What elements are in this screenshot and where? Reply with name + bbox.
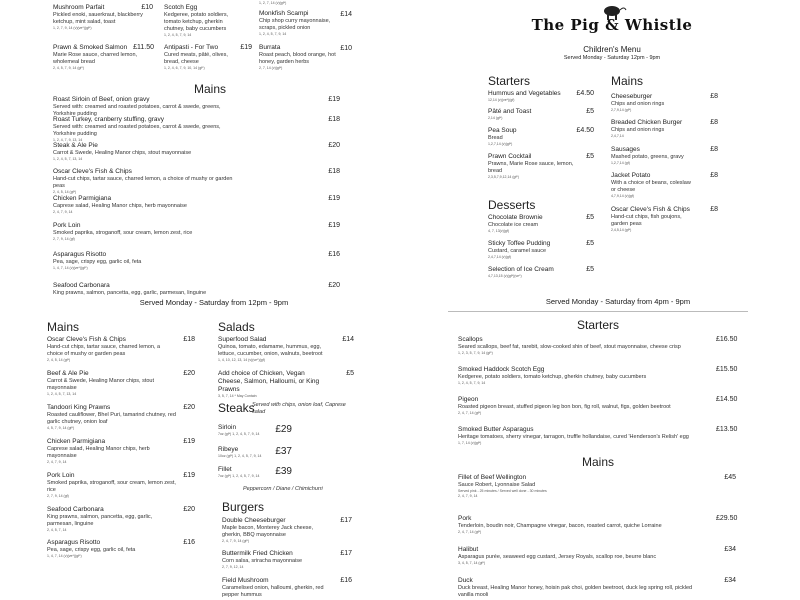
- item-name: Roast Sirloin of Beef, onion gravy: [53, 96, 150, 103]
- item-price: £8: [710, 172, 718, 179]
- item-desc: With a choice of beans, coleslaw or cheese: [611, 180, 691, 193]
- item-price: £20: [183, 404, 195, 411]
- item-allergens: 2, 4, 7, 14 (gf*): [458, 530, 482, 534]
- item-allergens: 7oz (gf*) 1, 2, 4, 5, 7, 9, 14: [218, 432, 260, 436]
- menu-item: [488, 127, 578, 147]
- item-desc: Pea, sage, crispy egg, garlic oil, feta: [47, 547, 136, 553]
- bottom-mid-page: [216, 310, 356, 600]
- item-desc: Cured meats, pâté, olives, bread, cheese: [164, 52, 228, 65]
- menu-item: [458, 546, 698, 566]
- item-price: £20: [183, 506, 195, 513]
- item-name: Oscar Cleve's Fish & Chips: [53, 168, 132, 175]
- menu-item: [488, 266, 578, 279]
- menu-item: [53, 222, 233, 242]
- item-desc: Carrot & Swede, Healing Manor chips, stout mayonnaise: [47, 378, 154, 391]
- item-allergens: 2, 4, 7, 9, 14: [53, 210, 73, 214]
- item-allergens: 2, 4, 5, 14 (gf*): [47, 358, 71, 362]
- item-allergens: 2,4,7,14 (v)(gf): [488, 255, 511, 259]
- item-name: Beef & Ale Pie: [47, 370, 89, 377]
- served-footer: Served Monday - Saturday from 12pm - 9pm: [139, 298, 289, 307]
- item-desc: Pea, sage, crispy egg, garlic oil, feta: [53, 259, 142, 265]
- menu-item: [218, 336, 328, 363]
- salads-title: Salads: [218, 320, 255, 334]
- item-allergens: 1, 4, 10, 12, 13, 14 (v)(ve*)(gf): [218, 358, 265, 362]
- menu-item: [47, 370, 177, 397]
- item-desc: Smoked paprika, stroganoff, sour cream, lemon zest, rice: [47, 480, 176, 493]
- item-name: Asparagus Risotto: [47, 539, 101, 546]
- item-allergens: 2, 4, 5, 14 (gf*): [53, 190, 77, 194]
- item-name: Chicken Parmigiana: [47, 438, 106, 445]
- item-allergens: 2, 4, 7, 9, 14: [458, 493, 478, 498]
- menu-item: [53, 195, 233, 215]
- menu-item: [611, 146, 695, 166]
- menu-item: [458, 515, 698, 535]
- item-price: £45: [724, 474, 736, 481]
- divider: [448, 311, 748, 312]
- item-allergens: 1, 7, 14 (v)(gf*): [458, 441, 482, 445]
- item-price: £19: [240, 44, 252, 51]
- item-name: Pork Loin: [53, 222, 81, 229]
- item-allergens: 2, 4, 7, 14 (gf*): [458, 411, 482, 415]
- item-desc: Roast peach, blood orange, hot honey, garden herbs: [259, 52, 336, 65]
- menu-item: [47, 404, 177, 431]
- item-name: Fillet: [218, 466, 232, 473]
- item-price: £17: [340, 517, 352, 524]
- item-desc: Caramelised onion, halloumi, gherkin, red pepper hummus: [222, 585, 324, 598]
- menu-item: [53, 251, 233, 271]
- kids-subtitle: Served Monday - Saturday 12pm - 9pm: [563, 55, 661, 61]
- menu-item: [458, 396, 698, 416]
- menu-item: [47, 472, 177, 499]
- menu-item: [611, 172, 695, 199]
- kids-starters-title: Starters: [488, 74, 531, 88]
- brand-name: The Pig & Whistle: [531, 16, 693, 34]
- kids-title: Children's Menu: [583, 45, 641, 54]
- item-allergens: 4, 7, 13(v)(gf): [488, 229, 510, 233]
- item-desc: Asparagus purée, seaweed egg custard, Jersey Royals, scallop roe, beurre blanc: [458, 554, 657, 560]
- item-name: Pâté and Toast: [488, 108, 532, 115]
- item-name: Steak & Ale Pie: [53, 142, 98, 149]
- menu-item: [222, 517, 332, 544]
- item-desc: Mashed potato, greens, gravy: [611, 154, 684, 160]
- item-allergens: 4, 5, 7, 9, 14 (gf*): [47, 426, 75, 430]
- item-price: £8: [710, 119, 718, 126]
- item-name: Chicken Parmigiana: [53, 195, 112, 202]
- menu-item: [488, 90, 578, 103]
- item-allergens: 2,14 (gf*): [488, 116, 503, 120]
- item-price: £34: [724, 577, 736, 584]
- item-desc: Pickled enoki, sauerkraut, blackberry ketchup, mint salad, toast: [53, 12, 143, 25]
- item-name: Ribeye: [218, 446, 239, 453]
- item-name: Jacket Potato: [611, 172, 651, 179]
- menu-item: [47, 438, 177, 465]
- menu-item: [53, 142, 233, 162]
- item-name: Superfood Salad: [218, 336, 267, 343]
- item-desc: Hand-cut chips, tartar sauce, charred lemon, a choice of mushy or garden peas: [53, 176, 233, 189]
- item-name: Monkfish Scampi: [259, 10, 309, 17]
- item-name: Seafood Carbonara: [53, 282, 110, 289]
- menu-item: [458, 336, 698, 356]
- steaks-title: Steaks: [218, 401, 255, 415]
- item-name: Burrata: [259, 44, 281, 51]
- item-desc: Tenderloin, boudin noir, Champagne vinegar, bacon, roasted carrot, quiche Lorraine: [458, 523, 662, 529]
- item-name: Hummus and Vegetables: [488, 90, 561, 97]
- item-allergens: 2,4,7,14: [611, 134, 624, 138]
- item-allergens: 3, 4, 5, 7, 14 (gf*): [458, 561, 486, 565]
- item-name: Prawn & Smoked Salmon: [53, 44, 128, 51]
- item-price: £10: [141, 4, 153, 11]
- item-price: £14: [342, 336, 354, 343]
- item-allergens: 1, 2, 4, 5, 7, 13, 14: [53, 157, 83, 161]
- item-allergens: 2, 7, 14 (v)(gf*): [259, 66, 283, 70]
- item-desc: Heritage tomatoes, sherry vinegar, tarragon, truffle hollandaise, cured 'Henderson's Relish' egg: [458, 434, 689, 440]
- menu-item: [222, 577, 332, 599]
- item-name: Add choice of Chicken, Vegan Cheese, Salmon, Halloumi, or King Prawns: [218, 370, 320, 393]
- item-price: £29: [275, 424, 292, 435]
- item-price: £15.50: [716, 366, 738, 373]
- item-name: Buttermilk Fried Chicken: [222, 550, 293, 557]
- item-name: Asparagus Risotto: [53, 251, 107, 258]
- item-name: Field Mushroom: [222, 577, 269, 584]
- menu-item: [488, 240, 578, 260]
- item-desc: Quinoa, tomato, edamame, hummus, egg, lettuce, cucumber, onion, walnuts, beetroot: [218, 344, 323, 357]
- item-allergens: 7oz (gf*) 1, 2, 4, 5, 7, 9, 14: [218, 474, 260, 478]
- item-name: Breaded Chicken Burger: [611, 119, 683, 126]
- item-allergens: 10oz (gf*) 1, 2, 4, 5, 7, 9, 14: [218, 454, 262, 458]
- item-allergens: 2, 7, 9, 14 (gf): [53, 237, 75, 241]
- menu-item: [458, 577, 698, 599]
- item-price: £16: [328, 251, 340, 258]
- item-allergens: 1, 2, 4, 7, 9, 13, 14: [53, 138, 83, 142]
- item-desc: Hand-cut chips, tartar sauce, charred lemon, a choice of mushy or garden peas: [47, 344, 161, 357]
- item-desc: Served with: creamed and roasted potatoes, carrot & swede, greens, Yorkshire pudding: [53, 124, 221, 137]
- item-price: £14: [340, 11, 352, 18]
- menu-item: [488, 153, 578, 180]
- item-name: Smoked Butter Asparagus: [458, 426, 534, 433]
- bottom-right-page: [448, 296, 748, 600]
- item-name: Smoked Haddock Scotch Egg: [458, 366, 545, 373]
- item-price: £16: [340, 577, 352, 584]
- menu-item: [164, 4, 239, 38]
- item-name: Pork Loin: [47, 472, 75, 479]
- item-desc: Chip shop curry mayonnaise, scraps, pickled onion: [259, 18, 331, 31]
- menu-item: [53, 96, 233, 118]
- item-name: Double Cheeseburger: [222, 517, 286, 524]
- menu-item: [47, 539, 177, 559]
- kids-desserts-title: Desserts: [488, 198, 536, 212]
- item-allergens: 1, 2, 4, 5, 7, 13, 14: [47, 392, 77, 396]
- item-name: Pigeon: [458, 396, 479, 403]
- item-price: £8: [710, 146, 718, 153]
- item-price: £14.50: [716, 396, 738, 403]
- kids-mains-title: Mains: [611, 74, 644, 88]
- item-desc: Seared scallops, beef fat, rarebit, slow-cooked shin of beef, stout mayonnaise, cheese crisp: [458, 344, 681, 350]
- menu-item: [488, 108, 578, 121]
- item-name: Roast Turkey, cranberry stuffing, gravy: [53, 116, 165, 123]
- menu-item: [259, 44, 339, 71]
- item-desc: Custard, caramel sauce: [488, 248, 547, 254]
- item-price: £16.50: [716, 336, 738, 343]
- menu-item: [488, 214, 578, 234]
- item-note: Served pink - 25 minutes / Served well done - 30 minutes: [458, 489, 547, 493]
- item-name: Halibut: [458, 546, 479, 553]
- menu-item: [611, 206, 695, 233]
- item-allergens: 1, 4, 7, 14 (v)(ve*)(gf*): [53, 266, 88, 270]
- item-name: Antipasti - For Two: [164, 44, 219, 51]
- item-name: Seafood Carbonara: [47, 506, 104, 513]
- item-allergens: 1, 2, 4, 5, 7, 9, 14: [164, 33, 192, 37]
- item-price: £19: [183, 438, 195, 445]
- menu-item: [53, 282, 233, 297]
- item-desc: Caprese salad, Healing Manor chips, herb mayonnaise: [53, 203, 187, 209]
- bottom-left-page: [0, 310, 220, 600]
- item-allergens: 2,7,9,14 (gf*): [611, 108, 632, 112]
- burgers-title: Burgers: [222, 500, 265, 514]
- item-price: £5: [586, 266, 594, 273]
- item-name: Tandoori King Prawns: [47, 404, 111, 411]
- item-name: Duck: [458, 577, 473, 584]
- section-title-mains: Mains: [47, 320, 80, 334]
- item-desc: Hand-cut chips, fish goujons, garden peas: [611, 214, 682, 227]
- item-price: £5: [586, 108, 594, 115]
- item-price: £20: [328, 282, 340, 289]
- item-price: £4.50: [576, 127, 594, 134]
- menu-item: [47, 506, 177, 533]
- item-allergens: 4,7,13,15 (v)(gf*)(ve*): [488, 274, 522, 278]
- item-price: £16: [183, 539, 195, 546]
- item-name: Fillet of Beef Wellington: [458, 474, 527, 481]
- item-allergens: 2, 4, 5, 7, 14: [47, 528, 67, 532]
- item-name: Scallops: [458, 336, 483, 343]
- item-price: £5: [586, 214, 594, 221]
- sauce-options: Peppercorn / Diane / Chimichurri: [243, 486, 323, 492]
- item-price: £8: [710, 93, 718, 100]
- item-allergens: 2, 7, 9, 14 (gf): [47, 494, 69, 498]
- item-allergens: 3, 5, 7, 14 * May Contain: [218, 394, 257, 398]
- item-name: Mushroom Parfait: [53, 4, 105, 11]
- item-allergens: 12,14 (v)(ve*)(gf): [488, 98, 515, 102]
- menu-item: [458, 366, 698, 386]
- item-price: £18: [183, 336, 195, 343]
- item-price: £18: [328, 116, 340, 123]
- item-price: £39: [275, 466, 292, 477]
- item-desc: Kedgeree, potato soldiers, tomato ketchup, gherkin chutney, baby cucumbers: [458, 374, 647, 380]
- menu-item: [222, 550, 332, 570]
- item-price: £4.50: [576, 90, 594, 97]
- item-desc: Caprese salad, Healing Manor chips, herb mayonnaise: [47, 446, 150, 459]
- item-price: £19: [328, 195, 340, 202]
- item-price: £19: [328, 222, 340, 229]
- item-allergens: 1, 2, 7, 9, 14 (v)(ve*)(gf*): [53, 26, 92, 30]
- item-desc: Chips and onion rings: [611, 127, 665, 133]
- menu-item: [458, 426, 698, 446]
- item-price: £20: [183, 370, 195, 377]
- item-price: £13.50: [716, 426, 738, 433]
- item-name: Pork: [458, 515, 472, 522]
- item-price: £5: [346, 370, 354, 377]
- item-allergens: 4,7,9,14 (v)(gf): [611, 194, 634, 198]
- item-allergens: 1, 4, 7, 14 (v)(ve*)(gf*): [47, 554, 82, 558]
- menu-item: [53, 168, 233, 195]
- item-price: £20: [328, 142, 340, 149]
- item-allergens: 1, 2, 4, 5, 7, 9, 14: [259, 32, 287, 36]
- item-desc: Marie Rose sauce, charred lemon, wholemeal bread: [53, 52, 138, 65]
- item-price: £19: [328, 96, 340, 103]
- item-name: Sticky Toffee Pudding: [488, 240, 551, 247]
- item-price: £5: [586, 240, 594, 247]
- item-name: Selection of Ice Cream: [488, 266, 554, 273]
- item-allergens: 2,4,5,14 (gf*): [611, 228, 632, 232]
- item-allergens: 2,3,5,7,9,12,14 (gf*): [488, 175, 519, 179]
- item-name: Cheeseburger: [611, 93, 653, 100]
- section-title-mains: Mains: [193, 82, 226, 96]
- item-name: Sirloin: [218, 424, 237, 431]
- item-desc: Sauce Robert, Lyonnaise Salad: [458, 482, 536, 488]
- mains-title: Mains: [581, 455, 614, 469]
- item-price: £5: [586, 153, 594, 160]
- item-desc: Prawns, Marie Rose sauce, lemon, bread: [488, 161, 574, 174]
- item-name: Prawn Cocktail: [488, 153, 532, 160]
- kids-menu-page: [478, 0, 740, 308]
- item-allergens: 2, 7, 9, 12, 14: [222, 565, 244, 569]
- item-desc: Duck breast, Healing Manor honey, hoisin pak choi, golden beetroot, duck leg spring roll, pickled vanilla mooli: [458, 585, 693, 598]
- item-desc: King prawns, salmon, pancetta, egg, garlic, parmesan, linguine: [53, 290, 207, 296]
- item-allergens: 1, 2, 4, 6, 7, 9, 10, 14 (gf*): [164, 66, 205, 70]
- steaks-note: Served with chips, onion loaf, Caprese salad: [252, 402, 346, 415]
- item-desc: Served with: creamed and roasted potatoes, carrot & swede, greens, Yorkshire pudding: [53, 104, 221, 117]
- item-name: Pea Soup: [488, 127, 517, 134]
- item-price: £34: [724, 546, 736, 553]
- item-name: Oscar Cleve's Fish & Chips: [611, 206, 690, 213]
- item-desc: Bread: [488, 135, 503, 141]
- menu-item: [47, 336, 177, 363]
- item-price: £18: [328, 168, 340, 175]
- item-price: £8: [710, 206, 718, 213]
- item-price: £17: [340, 550, 352, 557]
- item-desc: Maple bacon, Monterey Jack cheese, gherkin, BBQ mayonnaise: [222, 525, 314, 538]
- item-allergens: 2, 4, 7, 9, 14 (gf*): [222, 539, 250, 543]
- menu-item: [218, 370, 328, 399]
- menu-item: [164, 44, 239, 71]
- item-desc: Chips and onion rings: [611, 101, 665, 107]
- item-allergens: 1, 2, 7, 14 (v)(gf*): [259, 1, 287, 5]
- menu-item: [53, 116, 233, 143]
- served-header: Served Monday - Saturday from 4pm - 9pm: [545, 297, 691, 306]
- item-name: Chocolate Brownie: [488, 214, 543, 221]
- item-allergens: 1, 2, 3, 5, 7, 9, 14 (gf*): [458, 351, 493, 355]
- item-allergens: 1, 2, 4, 5, 7, 9, 14: [458, 381, 486, 385]
- item-allergens: 1,2,7,14 (gf): [611, 161, 630, 165]
- item-desc: Roasted cauliflower, Bhel Puri, tamarind chutney, red garlic chutney, onion loaf: [47, 412, 176, 425]
- item-allergens: 2, 4, 5, 7, 9, 14 (gf*): [53, 66, 84, 70]
- item-price: £29.50: [716, 515, 738, 522]
- item-price: £10: [340, 45, 352, 52]
- item-desc: King prawns, salmon, pancetta, egg, garlic, parmesan, linguine: [47, 514, 153, 527]
- starters-title: Starters: [576, 318, 619, 332]
- item-name: Sausages: [611, 146, 640, 153]
- item-price: £19: [183, 472, 195, 479]
- item-desc: Chocolate ice cream: [488, 222, 539, 228]
- item-desc: Roasted pigeon breast, stuffed pigeon leg bon bon, fig roll, walnut, figs, golden beetroot: [458, 404, 671, 410]
- item-price: £37: [275, 446, 292, 457]
- item-desc: Smoked paprika, stroganoff, sour cream, lemon zest, rice: [53, 230, 193, 236]
- item-allergens: 2, 4, 7, 9, 14: [47, 460, 67, 464]
- menu-item: [259, 10, 339, 37]
- menu-item: [458, 474, 698, 498]
- menu-item: [611, 119, 695, 139]
- item-name: Oscar Cleve's Fish & Chips: [47, 336, 126, 343]
- top-left-page: [0, 0, 360, 307]
- menu-item: [611, 93, 695, 113]
- item-allergens: 1,2,7,14 (v)(gf*): [488, 142, 513, 146]
- item-desc: Corn salsa, sriracha mayonnaise: [222, 558, 303, 564]
- item-name: Scotch Egg: [164, 4, 198, 11]
- item-price: £11.50: [133, 44, 154, 51]
- item-desc: Kedgeree, potato soldiers, tomato ketchup, gherkin chutney, baby cucumbers: [164, 12, 229, 32]
- item-desc: Carrot & Swede, Healing Manor chips, stout mayonnaise: [53, 150, 192, 156]
